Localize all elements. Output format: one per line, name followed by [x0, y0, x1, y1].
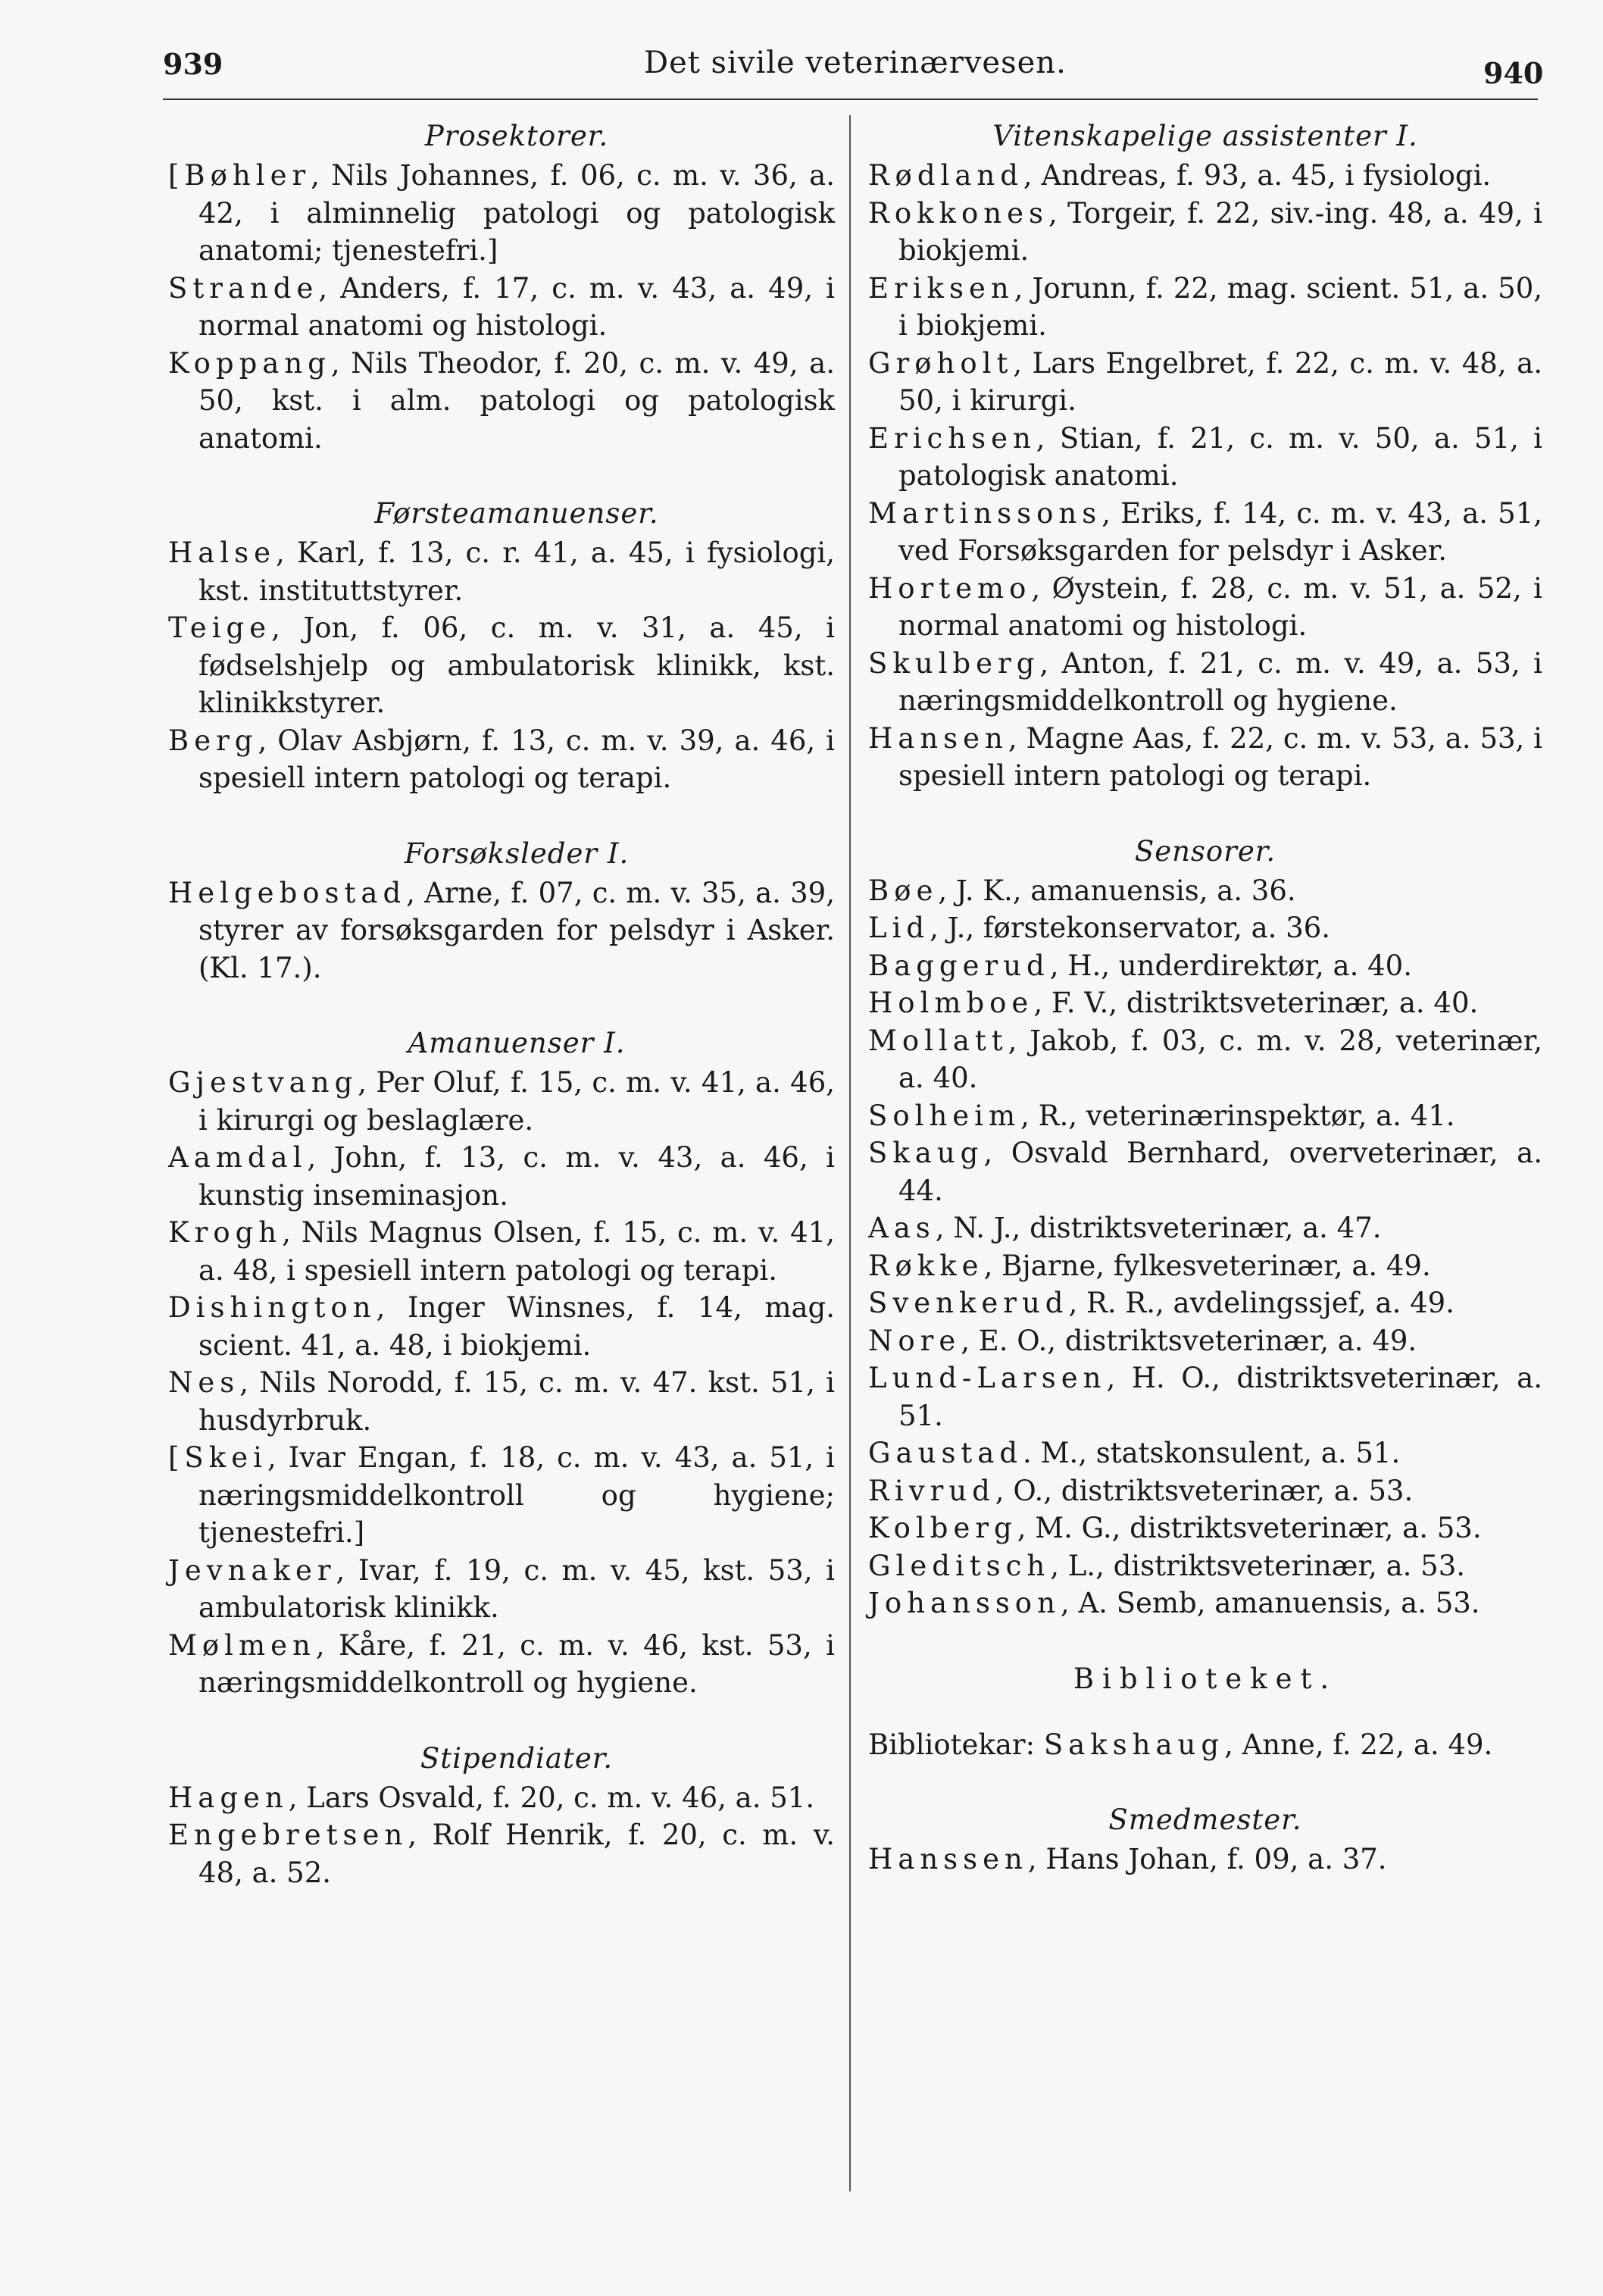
person-name: Strande	[168, 271, 319, 305]
person-details: , Stian, f. 21, c. m. v. 50, a. 51, i patologisk anatomi.	[898, 421, 1542, 492]
person-details: . M., statskonsulent, a. 51.	[1023, 1437, 1401, 1469]
person-details: , Lars Engelbret, f. 22, c. m. v. 48, a. 50, i kirurgi.	[898, 346, 1542, 417]
person-details: , Hans Johan, f. 09, a. 37.	[1027, 1843, 1387, 1875]
person-name: Baggerud	[868, 949, 1050, 982]
person-details: , M. G., distriktsveterinær, a. 53.	[1017, 1512, 1482, 1544]
person-name: Mølmen	[168, 1628, 316, 1662]
person-details: , Nils Johannes, f. 06, c. m. v. 36, a. 42, i alminnelig patologi og patologisk anatomi; tjenestefri.]	[198, 159, 835, 267]
person-details: , H. O., distriktsveterinær, a. 51.	[898, 1362, 1542, 1432]
person-entry	[168, 1289, 835, 1364]
person-details: , Bjarne, fylkesveterinær, a. 49.	[983, 1249, 1431, 1282]
person-entry	[168, 1816, 835, 1891]
person-name: [Bøhler	[168, 159, 311, 192]
person-name: Aas	[868, 1212, 936, 1244]
person-name: Skaug	[868, 1137, 984, 1169]
person-name: Solheim	[868, 1099, 1021, 1132]
person-details: , Kåre, f. 21, c. m. v. 46, kst. 53, i næringsmiddelkontroll og hygiene.	[198, 1628, 835, 1699]
section-stipendiater	[168, 1740, 835, 1892]
person-details: , Olav Asbjørn, f. 13, c. m. v. 39, a. 46, i spesiell intern patologi og terapi.	[198, 724, 835, 794]
person-name: Krogh	[168, 1216, 283, 1249]
person-name: Gaustad	[868, 1437, 1023, 1469]
person-details: , J. K., amanuensis, a. 36.	[938, 874, 1296, 907]
person-entry	[868, 1097, 1542, 1135]
person-name: Hanssen	[868, 1843, 1028, 1875]
person-details: , R., veterinærinspektør, a. 41.	[1020, 1099, 1455, 1132]
person-details: , Karl, f. 13, c. r. 41, a. 45, i fysiologi, kst. instituttstyrer.	[198, 536, 835, 607]
section-amanuenser	[168, 1024, 835, 1702]
person-name: Martinssons	[868, 496, 1102, 530]
section-title: Sensorer.	[1134, 834, 1276, 868]
person-details: , H., underdirektør, a. 40.	[1049, 949, 1412, 982]
person-entry	[168, 1214, 835, 1289]
section-smedmester	[868, 1801, 1542, 1878]
person-name: Halse	[168, 536, 277, 569]
person-name: Lund-Larsen	[868, 1362, 1107, 1394]
person-name: Engebretsen	[168, 1819, 408, 1851]
person-entry	[868, 570, 1542, 645]
person-entry	[868, 1359, 1542, 1434]
person-entry	[168, 1627, 835, 1702]
person-name: Berg	[168, 724, 258, 757]
person-name: Nore	[868, 1324, 961, 1357]
person-entry	[168, 157, 835, 270]
running-title: Det sivile veterinærvesen.	[644, 45, 1067, 80]
person-details: , O., distriktsveterinær, a. 53.	[995, 1474, 1414, 1507]
person-name: Gleditsch	[868, 1549, 1051, 1582]
person-entry	[868, 1841, 1542, 1878]
person-entry	[868, 872, 1542, 910]
section-forsoksleder	[168, 835, 835, 987]
person-details: , Øystein, f. 28, c. m. v. 51, a. 52, i normal anatomi og histologi.	[898, 571, 1542, 642]
left-column	[168, 117, 835, 1929]
section-biblioteket	[868, 1660, 1542, 1764]
person-name: Mollatt	[868, 1024, 1008, 1057]
person-name: Dishington	[168, 1291, 377, 1324]
person-entry	[868, 1247, 1542, 1285]
person-details: , R. R., avdelingssjef, a. 49.	[1068, 1287, 1455, 1319]
person-entry	[868, 495, 1542, 570]
person-details: , Arne, f. 07, c. m. v. 35, a. 39, styrer av forsøksgarden for pelsdyr i Asker. (Kl. 17.).	[198, 876, 835, 984]
person-entry	[168, 1552, 835, 1627]
person-details: , Per Oluf, f. 15, c. m. v. 41, a. 46, i kirurgi og beslaglære.	[198, 1066, 835, 1137]
section-sensorer	[868, 833, 1542, 1622]
person-name: Hansen	[868, 721, 1008, 755]
person-details: , E. O., distriktsveterinær, a. 49.	[961, 1324, 1417, 1357]
person-entry	[868, 1472, 1542, 1510]
person-entry	[168, 270, 835, 345]
person-name: Rivrud	[868, 1474, 995, 1507]
person-entry	[868, 1322, 1542, 1360]
person-entry	[868, 1284, 1542, 1322]
person-entry	[168, 1779, 835, 1817]
person-entry	[868, 720, 1542, 795]
section-title: Førsteamanuenser.	[374, 497, 659, 530]
section-forsteamanuenser	[168, 495, 835, 797]
person-name: Røkke	[868, 1249, 984, 1282]
person-details: , Eriks, f. 14, c. m. v. 43, a. 51, ved Forsøksgarden for pelsdyr i Asker.	[898, 496, 1542, 567]
person-details: , Jorunn, f. 22, mag. scient. 51, a. 50, i biokjemi.	[898, 271, 1542, 342]
person-name: Hortemo	[868, 571, 1032, 605]
person-entry	[868, 947, 1542, 985]
page-header	[0, 0, 1603, 106]
person-entry	[868, 345, 1542, 420]
page-number-right: 940	[1483, 56, 1544, 90]
person-entry	[168, 609, 835, 722]
person-entry	[868, 1209, 1542, 1247]
person-entry	[868, 157, 1542, 195]
person-details: , Andreas, f. 93, a. 45, i fysiologi.	[1023, 159, 1492, 192]
section-vitenskapelige-assistenter	[868, 117, 1542, 795]
person-entry	[168, 1064, 835, 1139]
person-entry	[868, 645, 1542, 720]
section-title: Forsøksleder I.	[404, 837, 630, 870]
person-entry	[868, 1547, 1542, 1585]
person-details: , Anton, f. 21, c. m. v. 49, a. 53, i næringsmiddelkontroll og hygiene.	[898, 646, 1542, 717]
person-details: , Torgeir, f. 22, siv.-ing. 48, a. 49, i biokjemi.	[898, 196, 1542, 267]
person-entry	[168, 1139, 835, 1214]
person-name: Nes	[168, 1366, 240, 1399]
person-details: , Nils Theodor, f. 20, c. m. v. 49, a. 50, kst. i alm. patologi og patologisk anatomi.	[198, 346, 835, 455]
person-name: Hagen	[168, 1781, 289, 1814]
person-entry	[868, 1726, 1542, 1764]
person-name: Johansson	[868, 1587, 1061, 1619]
section-prosektorer	[168, 117, 835, 457]
person-details: , Ivar, f. 19, c. m. v. 45, kst. 53, i ambulatorisk klinikk.	[198, 1553, 835, 1624]
person-details: , N. J., distriktsveterinær, a. 47.	[935, 1212, 1382, 1244]
person-details: , Rolf Henrik, f. 20, c. m. v. 48, a. 52.	[198, 1819, 835, 1889]
person-name: Helgebostad	[168, 876, 407, 909]
section-title: Smedmester.	[1108, 1803, 1302, 1836]
person-entry	[168, 874, 835, 987]
person-entry	[168, 534, 835, 609]
person-name: Sakshaug	[1043, 1728, 1225, 1761]
person-details: , Jon, f. 06, c. m. v. 31, a. 45, i fødselshjelp og ambulatorisk klinikk, kst. klinikkstyrer.	[198, 612, 835, 719]
role-prefix: Bibliotekar:	[868, 1728, 1044, 1761]
person-entry	[168, 722, 835, 797]
person-name: Teige	[168, 612, 272, 644]
section-title: Stipendiater.	[420, 1741, 614, 1775]
person-entry	[168, 345, 835, 458]
person-details: , Ivar Engan, f. 18, c. m. v. 43, a. 51, i næringsmiddelkontroll og hygiene; tjenestefri.]	[198, 1441, 835, 1549]
person-entry	[868, 909, 1542, 947]
person-name: Bøe	[868, 874, 939, 907]
person-entry	[868, 1434, 1542, 1472]
person-name: Rødland	[868, 159, 1023, 192]
person-name: [Skei	[168, 1441, 267, 1474]
person-details: , L., distriktsveterinær, a. 53.	[1050, 1549, 1466, 1582]
person-name: Jevnaker	[168, 1553, 336, 1587]
person-name: Erichsen	[868, 421, 1036, 455]
person-name: Svenkerud	[868, 1287, 1069, 1319]
person-details: , Anne, f. 22, a. 49.	[1224, 1728, 1493, 1761]
person-details: , John, f. 13, c. m. v. 43, a. 46, i kunstig inseminasjon.	[198, 1141, 835, 1212]
person-entry	[868, 1022, 1542, 1097]
person-details: , Inger Winsnes, f. 14, mag. scient. 41, a. 48, i biokjemi.	[198, 1291, 835, 1362]
person-entry	[868, 195, 1542, 270]
section-title: Prosektorer.	[424, 120, 609, 152]
person-entry	[168, 1439, 835, 1552]
person-details: , Nils Magnus Olsen, f. 15, c. m. v. 41, a. 48, i spesiell intern patologi og terapi.	[198, 1216, 835, 1287]
person-entry	[868, 1134, 1542, 1209]
header-rule	[163, 99, 1538, 100]
person-entry	[868, 420, 1542, 495]
person-name: Rokkones	[868, 196, 1048, 230]
person-entry	[168, 1364, 835, 1439]
person-name: Grøholt	[868, 346, 1014, 380]
right-column	[868, 117, 1542, 1916]
person-details: , Lars Osvald, f. 20, c. m. v. 46, a. 51.	[288, 1781, 815, 1814]
person-details: , Magne Aas, f. 22, c. m. v. 53, a. 53, i spesiell intern patologi og terapi.	[898, 721, 1542, 792]
person-details: , Anders, f. 17, c. m. v. 43, a. 49, i normal anatomi og histologi.	[198, 271, 835, 342]
column-divider	[849, 115, 851, 2191]
person-name: Lid	[868, 912, 930, 944]
person-name: Aamdal	[168, 1141, 308, 1174]
person-name: Kolberg	[868, 1512, 1017, 1544]
person-details: , Jakob, f. 03, c. m. v. 28, veterinær, a. 40.	[898, 1024, 1542, 1094]
person-details: , Nils Norodd, f. 15, c. m. v. 47. kst. 51, i husdyrbruk.	[198, 1366, 835, 1437]
section-heading-spaced: Biblioteket.	[1073, 1662, 1338, 1695]
person-entry	[868, 984, 1542, 1022]
person-name: Eriksen	[868, 271, 1014, 305]
person-name: Holmboe	[868, 987, 1034, 1019]
person-name: Skulberg	[868, 646, 1040, 680]
person-entry	[868, 270, 1542, 345]
person-details: , A. Semb, amanuensis, a. 53.	[1060, 1587, 1480, 1619]
person-entry	[868, 1584, 1542, 1622]
section-title: Amanuenser I.	[408, 1027, 626, 1059]
person-details: , Osvald Bernhard, overveterinær, a. 44.	[898, 1137, 1542, 1207]
person-entry	[868, 1509, 1542, 1547]
person-details: , F. V., distriktsveterinær, a. 40.	[1033, 987, 1479, 1019]
person-details: , J., førstekonservator, a. 36.	[930, 912, 1331, 944]
person-name: Koppang	[168, 346, 331, 380]
page-number-left: 939	[163, 47, 223, 81]
person-name: Gjestvang	[168, 1066, 358, 1099]
section-title: Vitenskapelige assistenter I.	[992, 120, 1418, 152]
